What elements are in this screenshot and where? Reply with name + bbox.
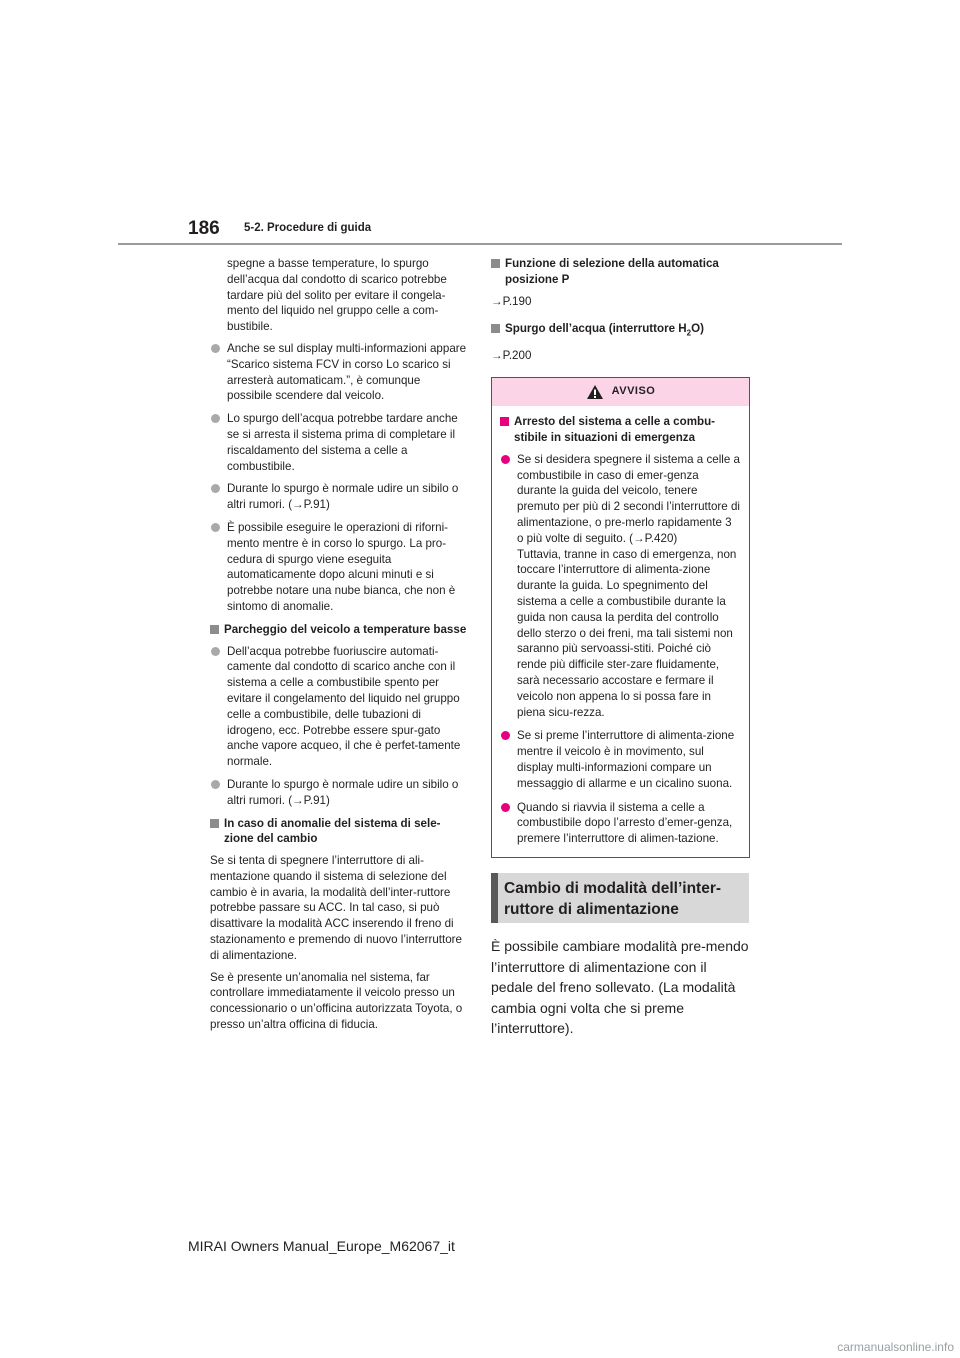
section-title: 5-2. Procedure di guida: [244, 222, 372, 234]
list-item: Durante lo spurgo è normale udire un sibilo o altri rumori. (→P.91): [210, 777, 468, 809]
bullet-icon: [501, 455, 510, 464]
square-bullet-icon: [500, 417, 509, 426]
list-item: Lo spurgo dell’acqua potrebbe tardare anche se si arresta il sistema prima di completare il riscaldamento del sistema a celle a combustibile.: [210, 411, 468, 474]
heading-accent-bar: [491, 873, 498, 923]
bullet-icon: [501, 731, 510, 740]
subheading-cold-parking: Parcheggio del veicolo a temperature basse: [210, 622, 468, 638]
warning-subheading: Arresto del sistema a celle a combu-stibile in situazioni di emergenza: [500, 414, 741, 446]
right-column: [491, 256, 751, 1039]
square-bullet-icon: [210, 625, 219, 634]
bullet-icon: [211, 647, 220, 656]
bullet-icon: [211, 414, 220, 423]
warning-triangle-icon: [586, 384, 604, 400]
square-bullet-icon: [491, 324, 500, 333]
watermark: carmanualsonline.info: [837, 1340, 954, 1354]
section-heading-box: [491, 873, 749, 923]
subheading-shift-malfunction: In caso di anomalie del sistema di sele-zione del cambio: [210, 816, 468, 848]
warning-title: AVVISO: [611, 385, 656, 398]
left-column: [210, 256, 468, 1039]
square-bullet-icon: [491, 259, 500, 268]
list-item: È possibile eseguire le operazioni di riforni-mento mentre è in corso lo spurgo. La pro-cedura di spurgo viene eseguita automaticamente dopo alcuni minuti e si potrebbe notare una nube bianca, che non è sintomo di anomalie.: [210, 520, 468, 615]
list-item: Quando si riavvia il sistema a celle a combustibile dopo l’arresto d’emer-genza, premere l’interruttore di alimen-tazione.: [500, 800, 741, 847]
list-item: Anche se sul display multi-informazioni appare “Scarico sistema FCV in corso Lo scarico si arresterà automaticam.”, è comunque possibile scendere dal veicolo.: [210, 341, 468, 404]
intro-text: spegne a basse temperature, lo spurgo dell’acqua dal condotto di scarico potrebbe tardare più del solito per evitare il congela-mento del liquido nel gruppo celle a com-bustibile.: [227, 257, 447, 334]
warning-header: [492, 378, 749, 406]
page-number: 186: [188, 218, 220, 239]
list-item: Se si preme l’interruttore di alimenta-zione mentre il veicolo è in movimento, sul display multi-informazioni compare un messaggio di allarme e un cicalino suona.: [500, 728, 741, 791]
bullet-icon: [211, 484, 220, 493]
bullet-icon: [211, 523, 220, 532]
section-paragraph: È possibile cambiare modalità pre-mendo l’interruttore di alimentazione con il pedale del freno sollevato. (La modalità cambia ogni volta che si preme l’interruttore).: [491, 938, 749, 1037]
subheading-water-purge: Spurgo dell’acqua (interruttore $H_2O$): [491, 321, 751, 341]
bullet-icon: [501, 803, 510, 812]
subheading-auto-p: Funzione di selezione della automatica posizione P: [491, 256, 751, 288]
page-reference: →P.190: [491, 294, 532, 308]
header-divider: [118, 243, 842, 245]
square-bullet-icon: [210, 819, 219, 828]
paragraph: Se è presente un’anomalia nel sistema, far controllare immediatamente il veicolo presso un concessionario o un’officina autorizzata Toyota, o presso un’altra officina di fiducia.: [210, 970, 463, 1032]
footer-manual-title: MIRAI Owners Manual_Europe_M62067_it: [188, 1238, 455, 1254]
bullet-icon: [211, 344, 220, 353]
warning-box: [491, 377, 750, 858]
list-item: Se si desidera spegnere il sistema a celle a combustibile in caso di emer-genza durante la guida del veicolo, tenere premuto per più di 2 secondi l’interruttore di alimentazione, o pre-merlo rapidamente 3 o più volte di seguito. (→P.420) Tuttavia, tranne in caso di emergenza, non toccare l’interruttore di alimenta-zione durante la guida. Lo spegnimento del sistema a celle a combustibile durante la guida non causa la perdita del controllo dello sterzo o dei freni, ma tali sistemi non saranno più servoassi-stiti. Poiché ciò rende più difficile ster-zare fluidamente, sarà necessario accostare e fermare il veicolo non appena lo si possa fare in piena sicu-rezza.: [500, 452, 741, 721]
section-heading: Cambio di modalità dell’inter-ruttore di alimentazione: [504, 880, 722, 919]
list-item: Durante lo spurgo è normale udire un sibilo o altri rumori. (→P.91): [210, 481, 468, 513]
page-reference: →P.200: [491, 348, 532, 362]
list-item: Dell’acqua potrebbe fuoriuscire automati-camente dal condotto di scarico anche con il sistema a celle a combustibile spento per evitare il congelamento del liquido nel gruppo celle a combustibile, delle tubazioni di idrogeno, ecc. Potrebbe essere spur-gato anche vapore acqueo, il che è perfet-tamente normale.: [210, 644, 468, 770]
bullet-icon: [211, 780, 220, 789]
paragraph: Se si tenta di spegnere l’interruttore di ali-mentazione quando il sistema di selezione del cambio è in avaria, la modalità dell’inter-ruttore potrebbe passare su ACC. In tal caso, si può disattivare la modalità ACC inserendo il freno di stazionamento e premendo di nuovo l’interruttore di alimentazione.: [210, 854, 462, 962]
